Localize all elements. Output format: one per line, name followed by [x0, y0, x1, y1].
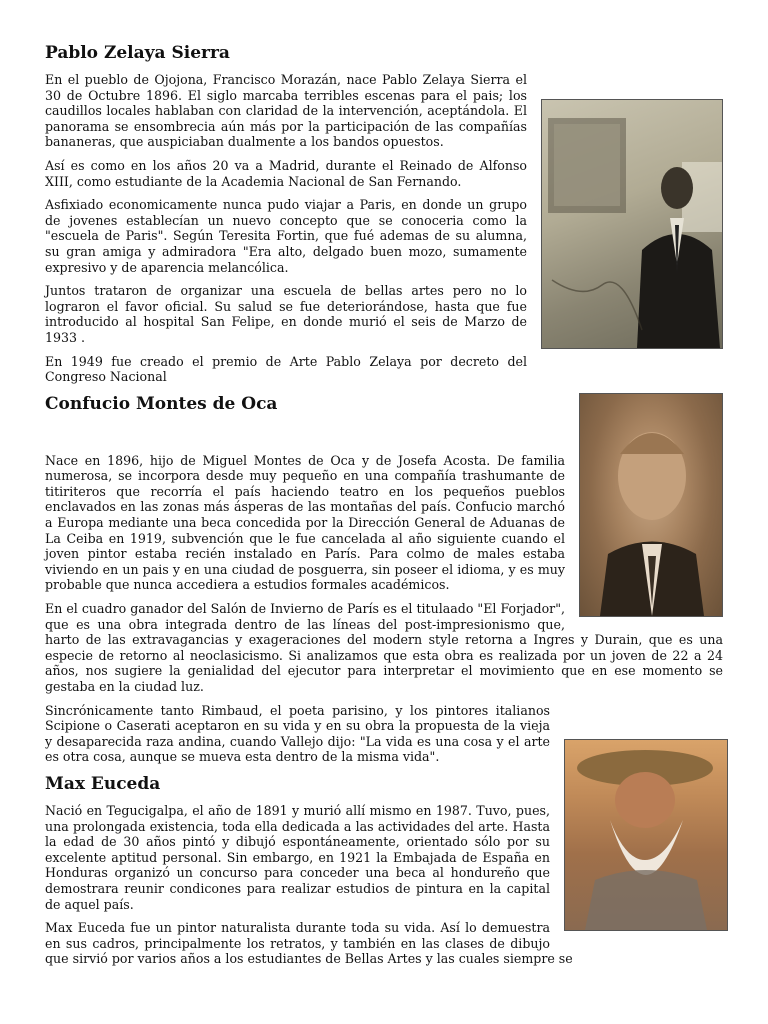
zelaya-paragraph: Juntos trataron de organizar una escuela de bellas artes pero no lo lograron el favor oficial. Su salud se fue deteriorándose, hasta que fue introducido al hospital San Felipe, en donde murió el seis de Marzo de 1933 . [45, 283, 527, 345]
zelaya-paragraph: En el pueblo de Ojojona, Francisco Morazán, nace Pablo Zelaya Sierra el 30 de Octubre 1896. El siglo marcaba terribles escenas para el pais; los caudillos locales hablaban con claridad de la intervención, aceptándola. El panorama se ensombrecia aún más por la participación de las compañías bananeras, que auspiciaban dualmente a los bandos opuestos. [45, 72, 527, 150]
section-title-euceda: Max Euceda [45, 773, 161, 794]
zelaya-photo [541, 99, 723, 349]
document-body [45, 42, 723, 975]
zelaya-paragraph: Así es como en los años 20 va a Madrid, durante el Reinado de Alfonso XIII, como estudiante de la Academia Nacional de San Fernando. [45, 157, 527, 189]
euceda-paragraph: Max Euceda fue un pintor naturalista durante toda su vida. Así lo demuestra en sus cadros, principalmente los retratos, y también en las clases de dibujo que sirvió por varios años a los estudiantes de Bellas Artes y las cuales siempre se [45, 920, 573, 967]
montes-de-oca-paragraph: Sincrónicamente tanto Rimbaud, el poeta parisino, y los pintores italianos Scipione o Caserati aceptaron en su vida y en su obra la propuesta de la vieja y desaparecida raza andina, cuando Vallejo dijo: "La vida es una cosa y el arte es otra cosa, aunque se mueva esta dentro de la misma vida". [45, 702, 550, 765]
section-title-zelaya: Pablo Zelaya Sierra [45, 43, 230, 63]
zelaya-paragraph: Asfixiado economicamente nunca pudo viajar a Paris, en donde un grupo de jovenes establecían un nuevo concepto que se conoceria como la "escuela de Paris". Según Teresita Fortin, que fué ademas de su alumna, su gran amiga y admiradora "Era alto, delgado buen mozo, sumamente expresivo y de aparencia melancólica. [45, 197, 527, 275]
montes-de-oca-paragraph: En el cuadro ganador del Salón de Invierno de París es el titulaado "El Forjador", que es una obra integrada dentro de las líneas del post-impresionismo que, harto de las extravagancias y exageraciones del modern style retorna a Ingres y Durain, que es una especie de retorno al neoclasicismo. Si analizamos que esta obra es realizada por un joven de 22 a 24 años, nos sugiere la genialidad del ejecutor para interpretar el movimiento que en ese momento se gestaba en la ciudad luz. [45, 601, 723, 694]
montes-de-oca-photo [579, 393, 723, 617]
euceda-painting [564, 739, 728, 931]
euceda-paragraph: Nació en Tegucigalpa, el año de 1891 y murió allí mismo en 1987. Tuvo, pues, una prolongada existencia, toda ella dedicada a las actividades del arte. Hasta la edad de 30 años pintó y dibujó espontáneamente, orientado sólo por su excelente aptitud personal. Sin embargo, en 1921 la Embajada de España en Honduras organizó un concurso para conceder una beca al hondureño que demostrara reunir condicones para realizar estudios de pintura en la capital de aquel país. [45, 802, 550, 912]
montes-de-oca-paragraph: Nace en 1896, hijo de Miguel Montes de Oca y de Josefa Acosta. De familia numerosa, se incorpora desde muy pequeño en una compañía trashumante de titiriteros que recorría el país haciendo teatro en los pequeños pueblos enclavados en las zonas más ásperas de las montañas del país. Confucio marchó a Europa mediante una beca concedida por la Dirección General de Aduanas de La Ceiba en 1919, subvención que le fue cancelada al año siguiente cuando el joven pintor estaba recién instalado en París. Para colmo de males estaba viviendo en un pais y en una ciudad de posguerra, sin poseer el idioma, y es muy probable que nunca accediera a estudios formales académicos. [45, 452, 565, 593]
section-title-montes-de-oca: Confucio Montes de Oca [45, 393, 278, 414]
zelaya-paragraph: En 1949 fue creado el premio de Arte Pablo Zelaya por decreto del Congreso Nacional [45, 353, 527, 385]
